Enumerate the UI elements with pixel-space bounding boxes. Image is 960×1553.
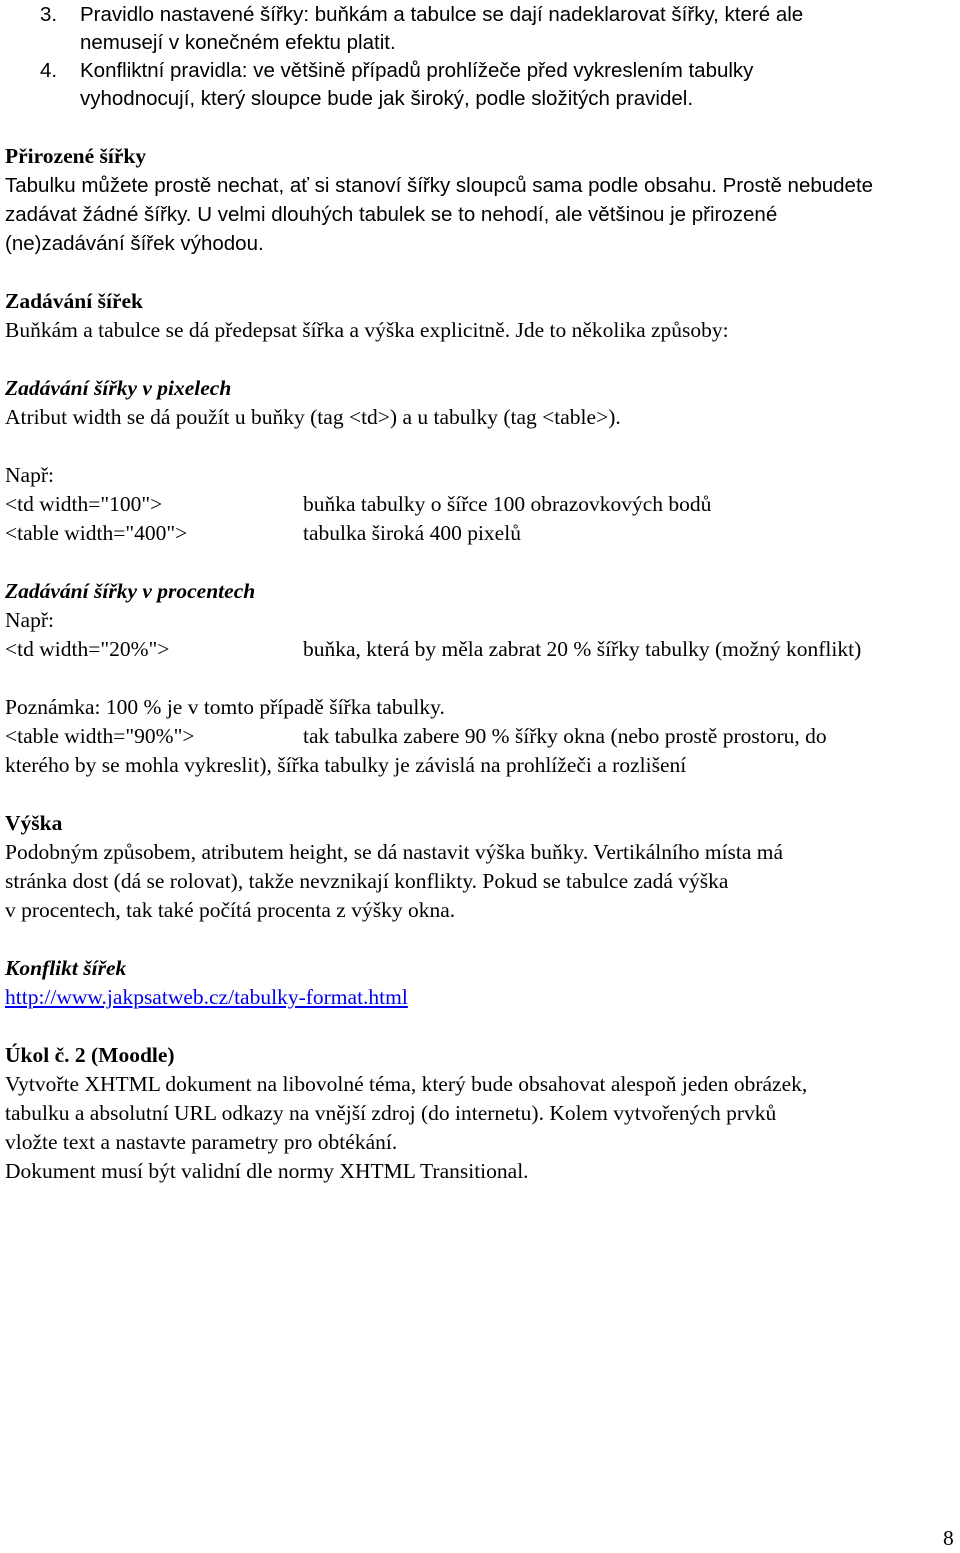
- note-line: Poznámka: 100 % je v tomto případě šířka tabulky.: [5, 695, 445, 719]
- example-label: Např:: [5, 463, 54, 487]
- paragraph-line: zadávat žádné šířky. U velmi dlouhých tabulek se to nehodí, ale většinou je přirozené: [5, 203, 778, 226]
- example-label: Např:: [5, 608, 54, 632]
- paragraph-line: Atribut width se dá použít u buňky (tag <td>) a u tabulky (tag <table>).: [5, 405, 621, 429]
- code-description: buňka tabulky o šířce 100 obrazovkových bodů: [303, 492, 712, 516]
- heading-width-pixels: Zadávání šířky v pixelech: [5, 376, 232, 400]
- paragraph-line: vložte text a nastavte parametry pro obtékání.: [5, 1130, 398, 1154]
- heading-task: Úkol č. 2 (Moodle): [5, 1043, 175, 1067]
- code-description: tabulka široká 400 pixelů: [303, 521, 521, 545]
- heading-height: Výška: [5, 811, 63, 835]
- list-item-4-line-1: Konfliktní pravidla: ve většině případů prohlížeče před vykreslením tabulky: [80, 59, 754, 82]
- paragraph-line: Podobným způsobem, atributem height, se dá nastavit výška buňky. Vertikálního místa má: [5, 840, 784, 864]
- heading-width-conflict: Konflikt šířek: [5, 956, 127, 980]
- paragraph-line: kterého by se mohla vykreslit), šířka tabulky je závislá na prohlížeči a rozlišení: [5, 753, 687, 777]
- reference-link[interactable]: http://www.jakpsatweb.cz/tabulky-format.html: [5, 985, 408, 1009]
- heading-natural-widths: Přirozené šířky: [5, 144, 147, 168]
- code-example: <table width="400">: [5, 521, 188, 545]
- paragraph-line: Tabulku můžete prostě nechat, ať si stanoví šířky sloupců sama podle obsahu. Prostě nebudete: [5, 174, 874, 197]
- paragraph-line: stránka dost (dá se rolovat), takže nevznikají konflikty. Pokud se tabulce zadá výška: [5, 869, 729, 893]
- heading-setting-widths: Zadávání šířek: [5, 289, 143, 313]
- paragraph-line: v procentech, tak také počítá procenta z výšky okna.: [5, 898, 456, 922]
- code-description: tak tabulka zabere 90 % šířky okna (nebo prostě prostoru, do: [303, 724, 827, 748]
- code-example: <td width="20%">: [5, 637, 170, 661]
- paragraph-line: Dokument musí být validní dle normy XHTML Transitional.: [5, 1159, 529, 1183]
- code-example: <td width="100">: [5, 492, 163, 516]
- heading-width-percent: Zadávání šířky v procentech: [5, 579, 256, 603]
- list-number-4: 4.: [40, 59, 58, 82]
- list-item-3-line-1: Pravidlo nastavené šířky: buňkám a tabulce se dají nadeklarovat šířky, které ale: [80, 3, 804, 26]
- paragraph-line: Vytvořte XHTML dokument na libovolné téma, který bude obsahovat alespoň jeden obrázek,: [5, 1072, 808, 1096]
- paragraph-line: tabulku a absolutní URL odkazy na vnější zdroj (do internetu). Kolem vytvořených prvků: [5, 1101, 777, 1125]
- code-description: buňka, která by měla zabrat 20 % šířky tabulky (možný konflikt): [303, 637, 862, 661]
- paragraph-line: Buňkám a tabulce se dá předepsat šířka a výška explicitně. Jde to několika způsoby:: [5, 318, 729, 342]
- page-number: 8: [943, 1526, 954, 1550]
- paragraph-line: (ne)zadávání šířek výhodou.: [5, 232, 264, 255]
- list-item-3-line-2: nemusejí v konečném efektu platit.: [80, 31, 396, 54]
- list-item-4-line-2: vyhodnocují, který sloupce bude jak široký, podle složitých pravidel.: [80, 87, 694, 110]
- code-example: <table width="90%">: [5, 724, 195, 748]
- list-number-3: 3.: [40, 3, 58, 26]
